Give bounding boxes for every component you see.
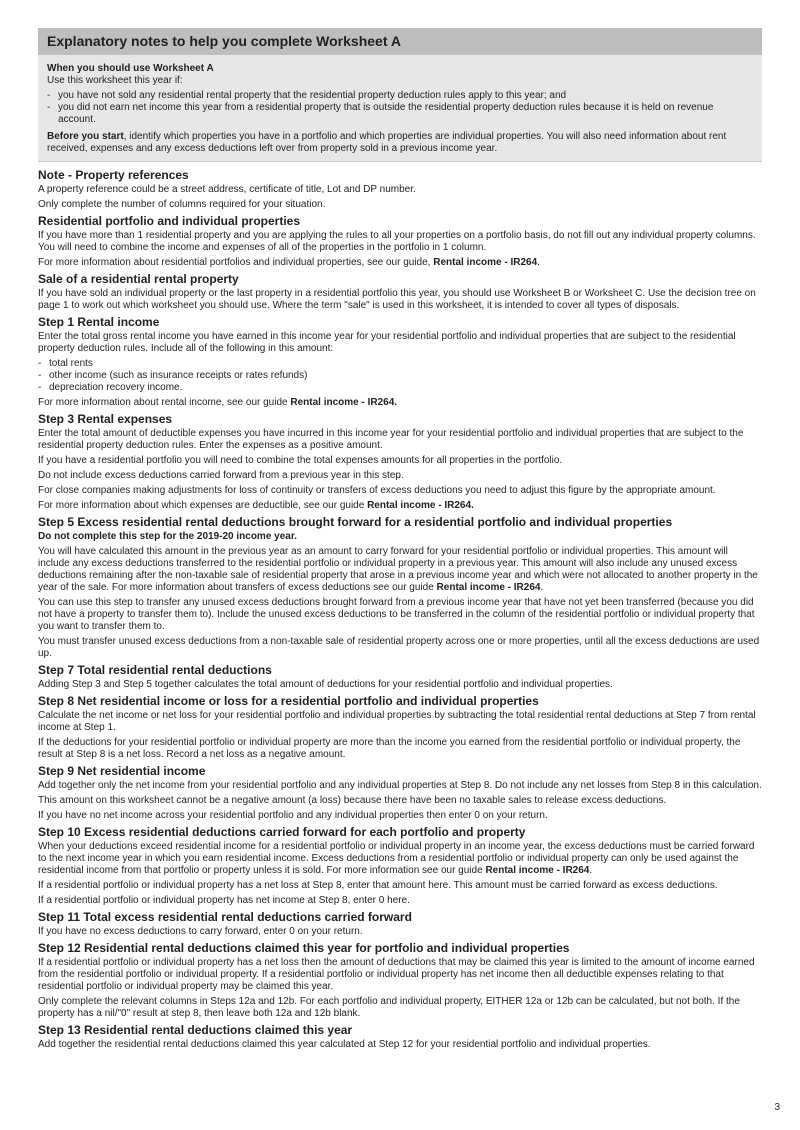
section-heading: Note - Property references	[38, 168, 189, 182]
paragraph: Only complete the relevant columns in Steps 12a and 12b. For each portfolio and individual property, EITHER 12a or 12b can be calculated, but not both. If the property has a nil/"0" result at step 8, then leave both 12a and 12b blank.	[38, 996, 740, 1019]
section-heading: Step 12 Residential rental deductions claimed this year for portfolio and individual properties	[38, 941, 570, 955]
before-you-start	[47, 131, 753, 155]
text-run: For more information about which expenses are deductible, see our guide	[38, 500, 368, 511]
paragraph	[38, 546, 762, 594]
guide-reference: Rental income - IR264	[433, 257, 538, 268]
section-portfolio	[38, 214, 762, 269]
guide-reference: Rental income - IR264.	[290, 397, 398, 408]
paragraph: If a residential portfolio or individual property has net income at Step 8, enter 0 here.	[38, 895, 410, 906]
list-item: - you did not earn net income this year from a residential property that is outside the residential property deduction rules because it is held on revenue account.	[47, 102, 753, 126]
paragraph: Only complete the number of columns required for your situation.	[38, 199, 326, 210]
section-heading: Step 3 Rental expenses	[38, 412, 173, 426]
intro-box	[38, 28, 762, 162]
section-heading: Step 8 Net residential income or loss for a residential portfolio and individual properties	[38, 694, 539, 708]
paragraph: If you have sold an individual property or the last property in a residential portfolio this year, you should use Worksheet B or Worksheet C. Use the decision tree on page 1 to work out which worksheet you should use. Where the term "sale" is used in this worksheet, it is intended to cover all types of disposals.	[38, 288, 756, 311]
step-5-note: Do not complete this step for the 2019-20 income year.	[38, 531, 297, 542]
section-step-11	[38, 910, 762, 938]
section-heading: Step 7 Total residential rental deductions	[38, 663, 272, 677]
section-step-10	[38, 825, 762, 907]
section-step-5	[38, 515, 762, 660]
section-step-9	[38, 764, 762, 822]
section-heading: Step 10 Excess residential deductions carried forward for each portfolio and property	[38, 825, 526, 839]
page-number: 3	[774, 1102, 780, 1113]
guide-reference: Rental income - IR264	[436, 582, 541, 593]
intro-bullets	[47, 90, 753, 126]
text-run: For more information about residential portfolios and individual properties, see our guide,	[38, 257, 434, 268]
list-item: - total rents	[38, 358, 762, 370]
text-run: For more information about rental income, see our guide	[38, 397, 291, 408]
text-run: .	[540, 582, 544, 593]
section-step-1	[38, 315, 762, 409]
guide-reference: Rental income - IR264.	[367, 500, 474, 511]
section-note	[38, 168, 762, 211]
paragraph: For close companies making adjustments for loss of continuity or transfers of excess deductions you need to adjust this figure by the appropriate amount.	[38, 485, 716, 496]
paragraph: You can use this step to transfer any unused excess deductions brought forward from a previous income year that have not yet been transferred (because you did not have a property to transfer them to). Include the unused excess deductions to be transferred in the column of the residential portfolio or individual property that you want to transfer them to.	[38, 597, 755, 632]
text-run: When your deductions exceed residential income for a residential portfolio or individual property in an income year, the excess deductions must be carried forward to the next income year in which you earn residential income. Excess deductions from a residential portfolio or individual property can only be used against the residential income from that portfolio or property unless it is sold. For more information see our guide	[38, 841, 755, 876]
paragraph: If you have more than 1 residential property and you are applying the rules to all your properties on a portfolio basis, do not fill out any individual property columns. You will need to combine the income and expenses of all of the properties in the portfolio in 1 column.	[38, 230, 756, 253]
section-sale	[38, 272, 762, 312]
paragraph: Add together only the net income from your residential portfolio and any individual properties at Step 8. Do not include any net losses from Step 8 in this calculation.	[38, 780, 762, 791]
text-run: .	[537, 257, 540, 268]
paragraph: If the deductions for your residential portfolio or individual property are more than the income you earned from the residential portfolio or individual property, the result at Step 8 is a net loss. Record a net loss as a negative amount.	[38, 737, 741, 760]
section-heading: Residential portfolio and individual properties	[38, 214, 301, 228]
paragraph	[38, 841, 762, 877]
paragraph: If you have no excess deductions to carry forward, enter 0 on your return.	[38, 926, 363, 937]
section-heading: Step 5 Excess residential rental deductions brought forward for a residential portfolio and individual properties	[38, 515, 673, 529]
before-you-start-text: , identify which properties you have in a portfolio and which properties are individual properties. You will also need information about rent received, expenses and any excess deductions left over from property sold in a previous income year.	[47, 131, 727, 154]
paragraph: If a residential portfolio or individual property has a net loss at Step 8, enter that amount here. This amount must be carried forward as excess deductions.	[38, 880, 718, 891]
list-item: - other income (such as insurance receipts or rates refunds)	[38, 370, 762, 382]
paragraph	[38, 397, 762, 409]
text-run: .	[589, 865, 593, 876]
paragraph	[38, 500, 762, 512]
step-1-bullets	[38, 358, 762, 394]
section-step-13	[38, 1023, 762, 1051]
list-item: - you have not sold any residential rental property that the residential property deduction rules apply to this year; and	[47, 90, 753, 102]
section-step-3	[38, 412, 762, 512]
intro-subheading: When you should use Worksheet A	[47, 63, 214, 74]
intro-title: Explanatory notes to help you complete Worksheet A	[38, 28, 762, 55]
section-heading: Step 9 Net residential income	[38, 764, 206, 778]
section-heading: Sale of a residential rental property	[38, 272, 239, 286]
paragraph: If you have a residential portfolio you will need to combine the total expenses amounts for all properties in the portfolio.	[38, 455, 563, 466]
paragraph: Add together the residential rental deductions claimed this year calculated at Step 12 for your residential portfolio and individual properties.	[38, 1039, 651, 1050]
paragraph: A property reference could be a street address, certificate of title, Lot and DP number.	[38, 184, 416, 195]
section-heading: Step 13 Residential rental deductions claimed this year	[38, 1023, 353, 1037]
paragraph: Calculate the net income or net loss for your residential portfolio and individual properties by subtracting the total residential rental deductions at Step 7 from rental income at Step 1.	[38, 710, 756, 733]
paragraph: Do not include excess deductions carried forward from a previous year in this step.	[38, 470, 404, 481]
paragraph: Enter the total amount of deductible expenses you have incurred in this income year for your residential portfolio and individual properties that are subject to the residential property deduction rules. Enter the expenses as a positive amount.	[38, 428, 744, 451]
guide-reference: Rental income - IR264	[485, 865, 590, 876]
section-heading: Step 1 Rental income	[38, 315, 160, 329]
paragraph: You must transfer unused excess deductions from a non-taxable sale of residential property across one or more properties, until all the excess deductions are used up.	[38, 636, 760, 659]
paragraph	[38, 257, 762, 269]
section-step-8	[38, 694, 762, 761]
paragraph: If a residential portfolio or individual property has a net loss then the amount of deductions that may be claimed this year is limited to the amount of income earned from the residential portfolio or individual property. If a residential portfolio or individual property has net income then all deductible expenses relating to that residential portfolio or individual property may be claimed this year.	[38, 957, 755, 992]
paragraph: Adding Step 3 and Step 5 together calculates the total amount of deductions for your residential portfolio and individual properties.	[38, 679, 613, 690]
section-heading: Step 11 Total excess residential rental deductions carried forward	[38, 910, 412, 924]
paragraph: If you have no net income across your residential portfolio and any individual properties then enter 0 on your return.	[38, 810, 548, 821]
section-step-12	[38, 941, 762, 1020]
intro-lead: Use this worksheet this year if:	[47, 75, 183, 86]
paragraph: This amount on this worksheet cannot be a negative amount (a loss) because there have been no taxable sales to release excess deductions.	[38, 795, 667, 806]
list-item: - depreciation recovery income.	[38, 382, 762, 394]
text-run: You will have calculated this amount in the previous year as an amount to carry forward for your residential portfolio or individual properties. This amount will include any excess deductions transferred to the residential portfolio or individual property in a previous year. This amount will also include any unused excess deductions remaining after the non-taxable sale of residential property that arose in a previous income year and which were not allocated to another property in the year of the sale. For more information about transfers of excess deductions see our guide	[38, 546, 758, 593]
paragraph: Enter the total gross rental income you have earned in this income year for your residential portfolio and individual properties that are subject to the residential property deduction rules. Include all of the following in this amount:	[38, 331, 736, 354]
section-step-7	[38, 663, 762, 691]
before-you-start-label: Before you start	[47, 131, 124, 142]
worksheet-notes-page	[38, 28, 762, 1054]
